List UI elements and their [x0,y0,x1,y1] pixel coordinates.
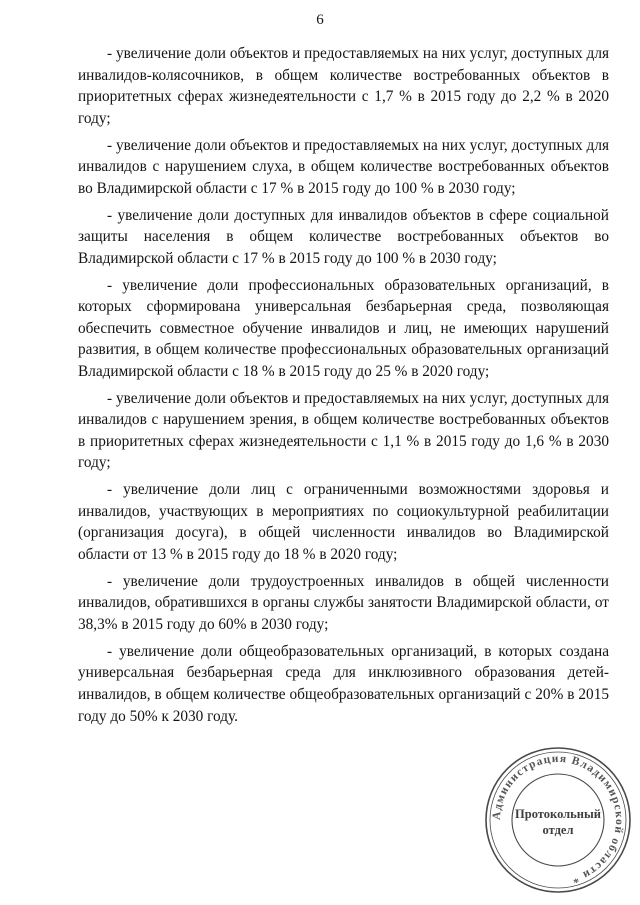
stamp-graphic [482,744,634,896]
paragraph-target-vision: - увеличение доли объектов и предоставляемых на них услуг, доступных для инвалидов с нарушением зрения, в общем количестве востребованных объектов в приоритетных сферах жизнедеятельности с 1,1 % в 2015 году до 1,6 % в 2030 году; [78,389,609,472]
paragraph-target-professional-education: - увеличение доли профессиональных образовательных организаций, в которых сформирована универсальная безбарьерная среда, позволяющая обеспечить совместное обучение инвалидов и лиц, не имеющих нарушений развития, в общем количестве профессиональных образовательных организаций Владимирской области с 18 % в 2015 году до 25 % в 2020 году; [78,276,609,380]
paragraph-target-wheelchair: - увеличение доли объектов и предоставляемых на них услуг, доступных для инвалидов-колясочников, в общем количестве востребованных объектов в приоритетных сферах жизнедеятельности с 1,7 % в 2015 году до 2,2 % в 2020 году; [78,45,609,127]
stamp-center-line2: отдел [542,823,574,837]
stamp-center-line1: Протокольный [515,807,601,821]
page-number: 6 [316,12,324,28]
paragraph-target-hearing: - увеличение доли объектов и предоставляемых на них услуг, доступных для инвалидов с нарушением слуха, в общем количестве востребованных объектов во Владимирской области с 17 % в 2015 году до 100 % в 2030 году; [78,136,609,197]
official-seal-stamp [482,744,634,896]
paragraph-target-sociocultural-rehab: - увеличение доли лиц с ограниченными возможностями здоровья и инвалидов, участвующих в мероприятиях по социокультурной реабилитации (организация досуга), в общей численности инвалидов во Владимирской области от 13 % в 2015 году до 18 % в 2020 году; [78,481,609,563]
paragraph-target-employment: - увеличение доли трудоустроенных инвалидов в общей численности инвалидов, обратившихся в органы службы занятости Владимирской области, от 38,3% в 2015 году до 60% в 2030 году; [78,572,609,633]
svg-text:Администрация Владимирской обл [491,753,625,885]
stamp-ring-text: Администрация Владимирской области * [490,752,626,886]
paragraph-target-social-protection: - увеличение доли доступных для инвалидов объектов в сфере социальной защиты населения в общем количестве востребованных объектов во Владимирской области с 17 % в 2015 году до 100 % в 2030 году; [78,206,609,267]
document-body [78,43,609,732]
paragraph-target-inclusive-schools: - увеличение доли общеобразовательных организаций, в которых создана универсальная безбарьерная среда для инклюзивного образования детей-инвалидов, в общем количестве общеобразовательных организаций с 20% в 2015 году до 50% к 2030 году. [78,642,609,725]
